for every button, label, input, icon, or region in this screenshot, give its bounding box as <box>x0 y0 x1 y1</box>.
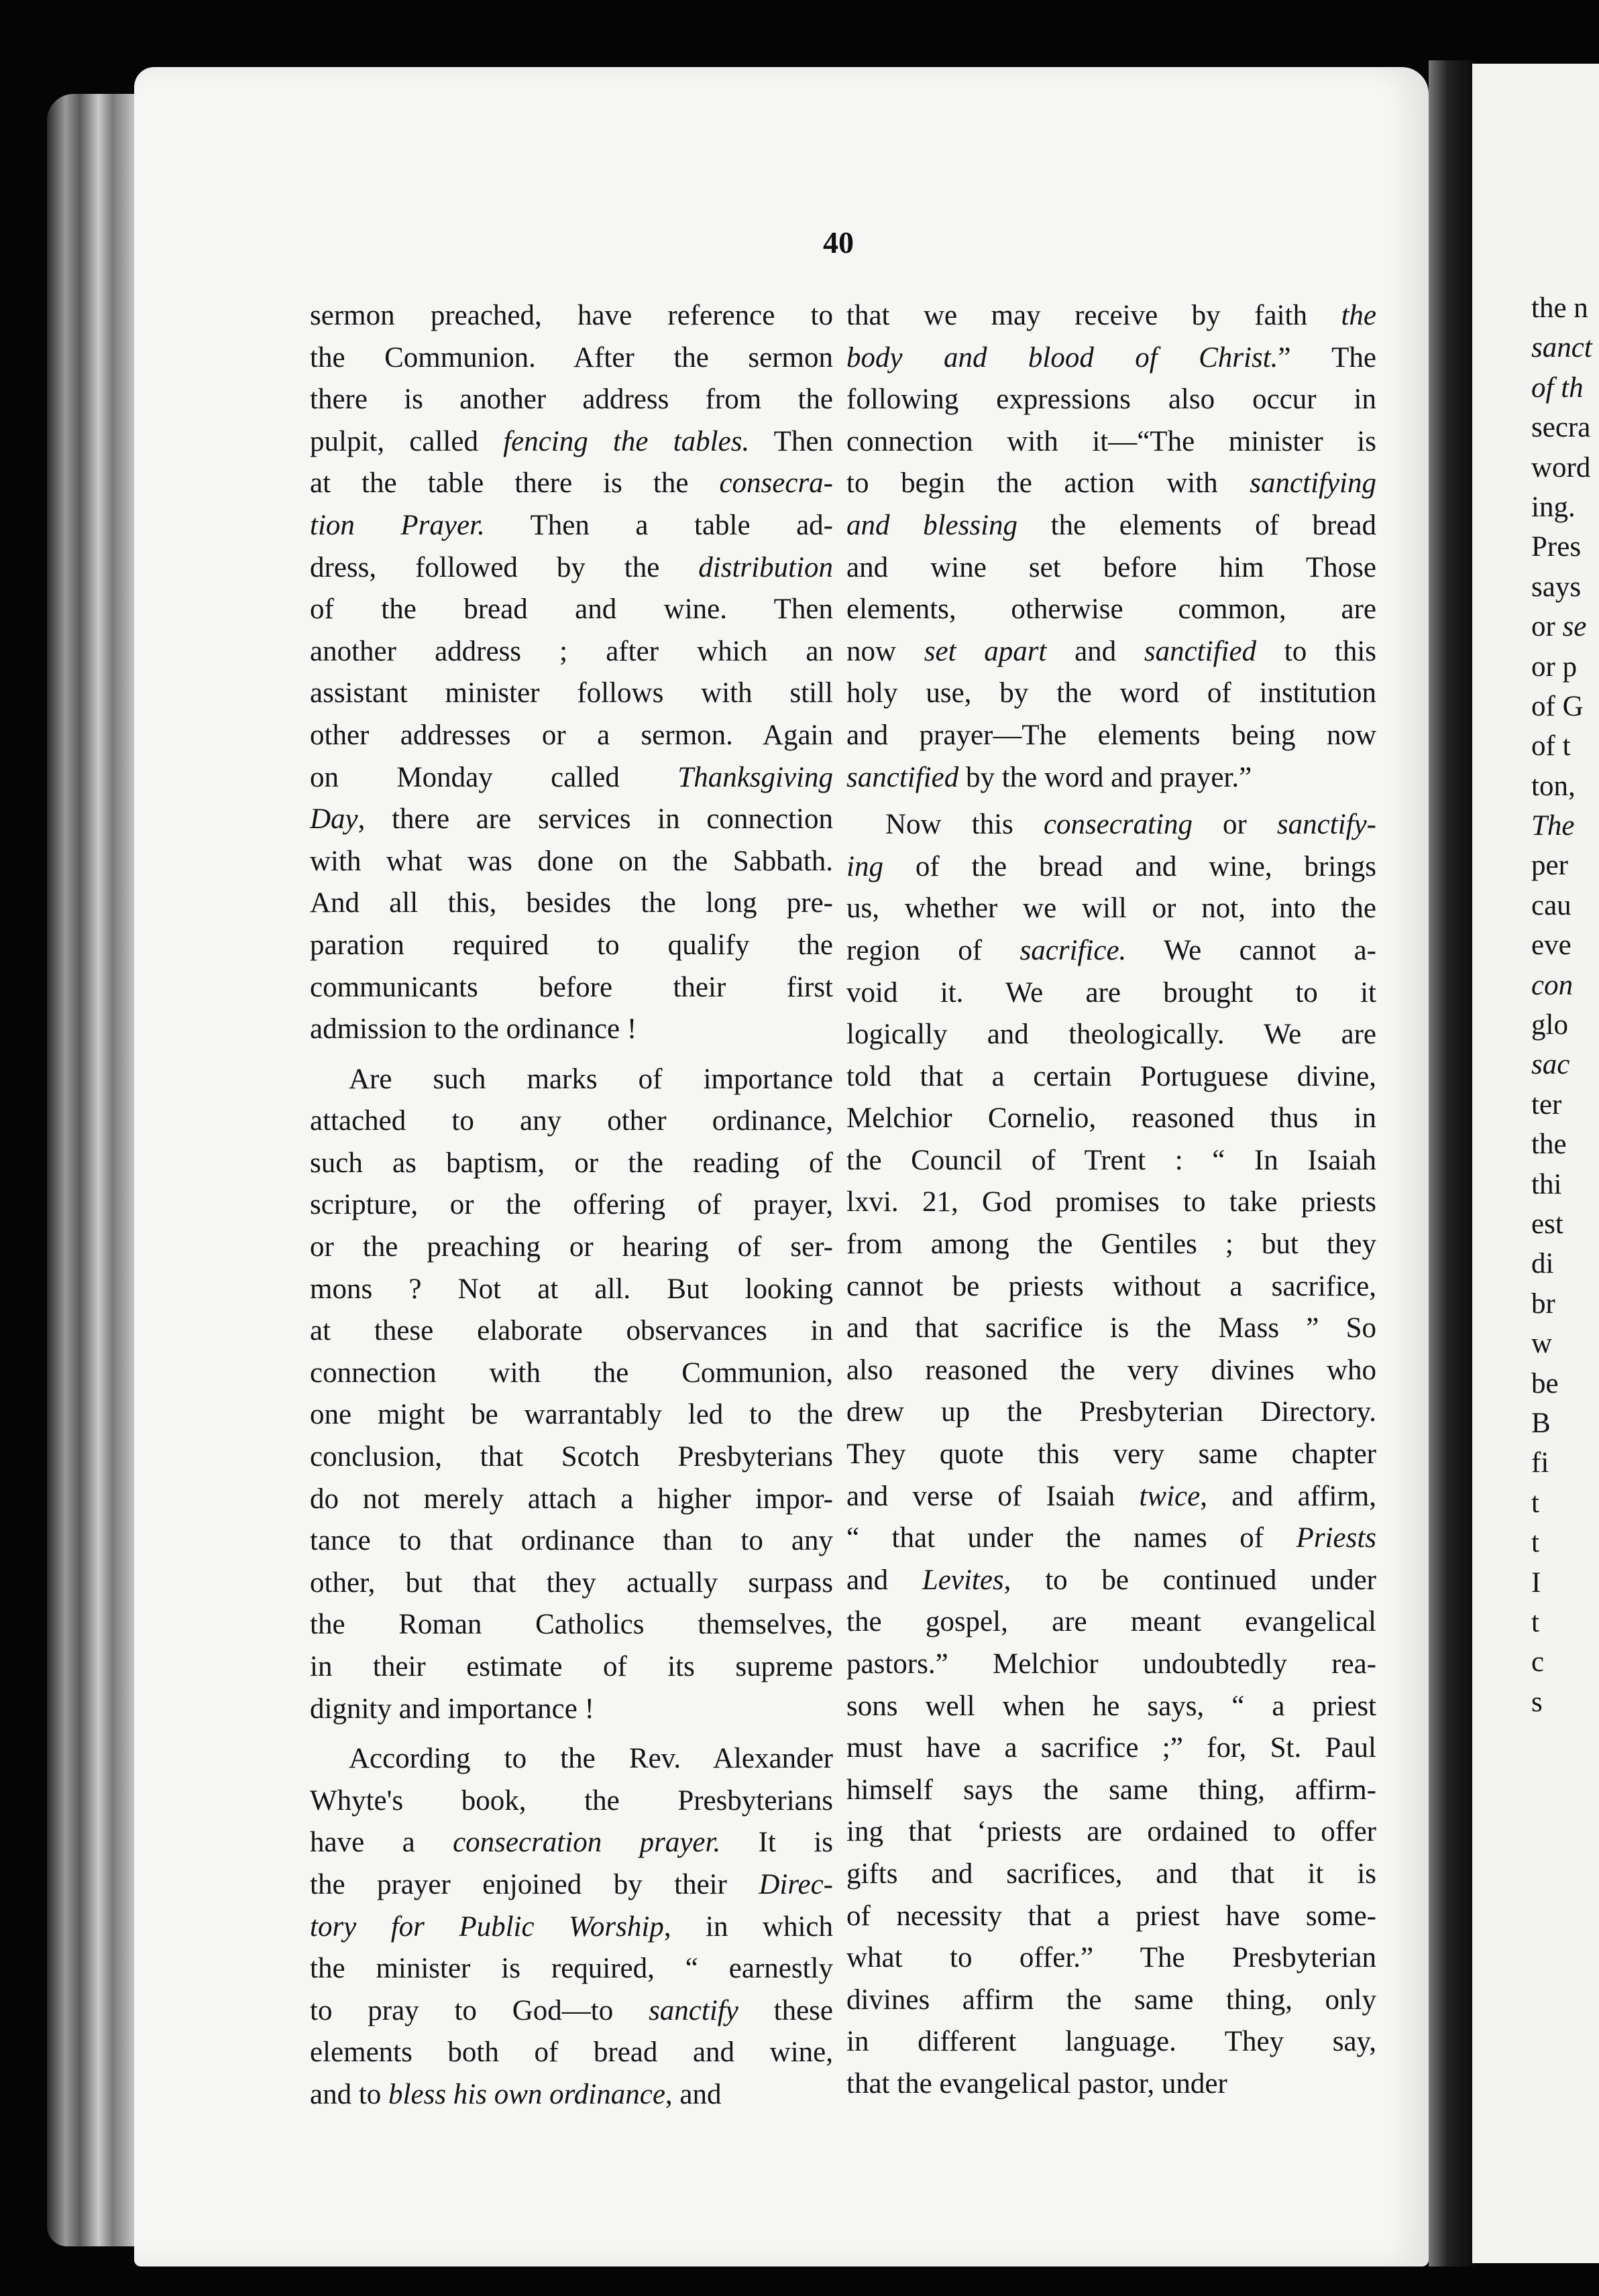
text-line: gifts and sacrifices, and that it is <box>846 1857 1376 1890</box>
text-line: sermon preached, have reference to <box>310 300 833 331</box>
text-line: dignity and importance ! <box>310 1692 594 1725</box>
text-line: “ that under the names of Priests <box>846 1522 1376 1554</box>
facing-page-fragment: glo <box>1531 1009 1568 1041</box>
facing-page-fragment: or se <box>1531 611 1587 643</box>
text-line: lxvi. 21, God promises to take priests <box>846 1186 1376 1218</box>
text-line: in different language. They say, <box>846 2026 1376 2058</box>
facing-page-fragment: B <box>1531 1407 1551 1439</box>
text-line: paration required to qualify the <box>310 929 833 961</box>
text-line: attached to any other ordinance, <box>310 1105 833 1137</box>
text-line: pulpit, called fencing the tables. Then <box>310 425 833 457</box>
facing-page-fragment: eve <box>1531 929 1572 962</box>
text-line: According to the Rev. Alexander <box>349 1743 833 1775</box>
text-line: admission to the ordinance ! <box>310 1013 637 1045</box>
text-line: with what was done on the Sabbath. <box>310 845 833 877</box>
text-line: void it. We are brought to it <box>846 976 1376 1009</box>
text-line: such as baptism, or the reading of <box>310 1147 833 1179</box>
facing-page-fragment: the <box>1531 1129 1567 1161</box>
facing-page-fragment: con <box>1531 969 1574 1001</box>
facing-page-fragment: thi <box>1531 1168 1562 1200</box>
text-line: scripture, or the offering of prayer, <box>310 1189 833 1221</box>
text-line: ing of the bread and wine, brings <box>846 850 1376 882</box>
facing-page-fragment: est <box>1531 1208 1563 1240</box>
facing-page-fragment: sac <box>1531 1049 1570 1081</box>
paragraph <box>310 1059 833 1731</box>
text-line: holy use, by the word of institution <box>846 677 1376 709</box>
text-line: assistant minister follows with still <box>310 677 833 709</box>
text-line: drew up the Presbyterian Directory. <box>846 1396 1376 1428</box>
facing-page-fragment: says <box>1531 571 1582 603</box>
text-line: Now this consecrating or sanctify- <box>885 809 1376 841</box>
facing-page-fragment: the n <box>1531 292 1588 324</box>
text-line: sanctified by the word and prayer.” <box>846 761 1252 793</box>
text-line: mons ? Not at all. But looking <box>310 1273 833 1305</box>
text-line: what to offer.” The Presbyterian <box>846 1942 1376 1974</box>
text-line: other, but that they actually surpass <box>310 1566 833 1599</box>
facing-page-fragment: or p <box>1531 650 1578 683</box>
text-line: to begin the action with sanctifying <box>846 467 1376 500</box>
text-line: They quote this very same chapter <box>846 1438 1376 1471</box>
text-line: sons well when he says, “ a priest <box>846 1690 1376 1722</box>
facing-page-fragment: be <box>1531 1367 1559 1399</box>
page-number: 40 <box>823 225 854 260</box>
text-line: cannot be priests without a sacrifice, <box>846 1270 1376 1302</box>
text-line: tory for Public Worship, in which <box>310 1910 833 1943</box>
text-line: tance to that ordinance than to any <box>310 1525 833 1557</box>
text-line: now set apart and sanctified to this <box>846 635 1377 667</box>
text-line: Day, there are services in connection <box>310 803 833 836</box>
text-line: elements, otherwise common, are <box>846 593 1376 626</box>
facing-page-fragment: cau <box>1531 889 1572 921</box>
facing-page-fragment: t <box>1531 1527 1539 1559</box>
facing-page-fragment: sanct <box>1531 332 1592 364</box>
text-line: that we may receive by faith the <box>846 300 1376 331</box>
paragraph <box>310 1738 833 2116</box>
text-line: and blessing the elements of bread <box>846 509 1376 541</box>
facing-page-fragment: di <box>1531 1248 1554 1280</box>
facing-page-fragment: The <box>1531 810 1575 842</box>
text-line: and to bless his own ordinance, and <box>310 2078 722 2110</box>
text-line: pastors.” Melchior undoubtedly rea- <box>846 1648 1376 1680</box>
facing-page-fragment: of th <box>1531 371 1584 404</box>
text-line: of the bread and wine. Then <box>310 593 833 626</box>
text-line: himself says the same thing, affirm- <box>846 1774 1376 1806</box>
text-line: or the preaching or hearing of ser- <box>310 1231 833 1263</box>
text-line: in their estimate of its supreme <box>310 1651 833 1682</box>
text-line: divines affirm the same thing, only <box>846 1984 1376 2016</box>
book-page-edges <box>47 94 141 2246</box>
book-gutter <box>1429 60 1476 2266</box>
text-line: the gospel, are meant evangelical <box>846 1606 1376 1638</box>
text-line: have a consecration prayer. It is <box>310 1827 833 1859</box>
facing-page-fragment: t <box>1531 1487 1539 1519</box>
text-line: us, whether we will or not, into the <box>846 893 1376 925</box>
facing-page-fragment: secra <box>1531 412 1591 444</box>
text-line: tion Prayer. Then a table ad- <box>310 509 833 541</box>
facing-page-fragment: s <box>1531 1686 1543 1718</box>
text-line: Whyte's book, the Presbyterians <box>310 1784 833 1817</box>
text-line: region of sacrifice. We cannot a- <box>846 934 1376 966</box>
text-line: must have a sacrifice ;” for, St. Paul <box>846 1732 1376 1764</box>
text-line: the minister is required, “ earnestly <box>310 1953 833 1985</box>
text-line: at these elaborate observances in <box>310 1315 833 1347</box>
right-column <box>846 295 1376 2106</box>
text-line: at the table there is the consecra- <box>310 467 833 500</box>
text-line: also reasoned the very divines who <box>846 1354 1376 1386</box>
facing-page-fragment: Pres <box>1531 531 1582 563</box>
text-line: body and blood of Christ.” The <box>846 341 1376 374</box>
text-line: logically and theologically. We are <box>846 1019 1376 1051</box>
text-line: another address ; after which an <box>310 635 833 667</box>
text-line: and wine set before him Those <box>846 551 1376 583</box>
facing-page-fragment: of G <box>1531 690 1584 722</box>
text-line: the Communion. After the sermon <box>310 341 833 374</box>
text-line: communicants before their first <box>310 971 833 1003</box>
text-line: and Levites, to be continued under <box>846 1564 1376 1596</box>
text-line: there is another address from the <box>310 384 833 416</box>
text-line: and verse of Isaiah twice, and affirm, <box>846 1480 1376 1512</box>
text-line: elements both of bread and wine, <box>310 2036 833 2069</box>
text-line: and that sacrifice is the Mass ” So <box>846 1312 1376 1344</box>
facing-page-fragment: per <box>1531 850 1568 882</box>
text-line: of necessity that a priest have some- <box>846 1900 1376 1932</box>
text-line: and prayer—The elements being now <box>846 719 1376 751</box>
text-line: connection with it—“The minister is <box>846 425 1376 457</box>
text-line: Are such marks of importance <box>349 1063 833 1095</box>
left-column <box>310 295 833 2116</box>
text-line: from among the Gentiles ; but they <box>846 1228 1376 1261</box>
text-line: on Monday called Thanksgiving <box>310 761 833 793</box>
text-line: And all this, besides the long pre- <box>310 887 833 919</box>
facing-page-fragment: t <box>1531 1606 1539 1638</box>
facing-page-fragment: br <box>1531 1287 1555 1320</box>
text-line: the Roman Catholics themselves, <box>310 1609 833 1641</box>
facing-page-fragment: ing. <box>1531 491 1576 523</box>
text-line: following expressions also occur in <box>846 384 1376 416</box>
facing-page-fragment: ter <box>1531 1088 1562 1121</box>
paragraph <box>846 295 1376 799</box>
text-line: do not merely attach a higher impor- <box>310 1483 833 1515</box>
text-line: that the evangelical pastor, under <box>846 2067 1227 2100</box>
text-line: other addresses or a sermon. Again <box>310 719 833 751</box>
facing-page-fragment: c <box>1531 1646 1545 1678</box>
facing-page-fragment: w <box>1531 1328 1553 1360</box>
text-line: conclusion, that Scotch Presbyterians <box>310 1441 833 1473</box>
text-line: connection with the Communion, <box>310 1357 833 1389</box>
text-line: to pray to God—to sanctify these <box>310 1994 833 2026</box>
text-line: ing that ‘priests are ordained to offer <box>846 1816 1376 1848</box>
facing-page-text <box>1531 288 1592 1722</box>
text-line: one might be warrantably led to the <box>310 1399 833 1431</box>
facing-page-fragment: ton, <box>1531 770 1576 802</box>
facing-page-fragment: I <box>1531 1566 1541 1599</box>
text-line: Melchior Cornelio, reasoned thus in <box>846 1102 1376 1135</box>
text-line: the prayer enjoined by their Direc- <box>310 1868 833 1900</box>
text-line: told that a certain Portuguese divine, <box>846 1060 1376 1092</box>
facing-page-fragment: of t <box>1531 730 1571 762</box>
text-line: the Council of Trent : “ In Isaiah <box>846 1144 1376 1176</box>
facing-page-fragment: word <box>1531 451 1591 483</box>
text-line: dress, followed by the distribution <box>310 551 833 583</box>
paragraph <box>310 295 833 1051</box>
facing-page-fragment: fi <box>1531 1447 1549 1479</box>
paragraph <box>846 804 1376 2105</box>
